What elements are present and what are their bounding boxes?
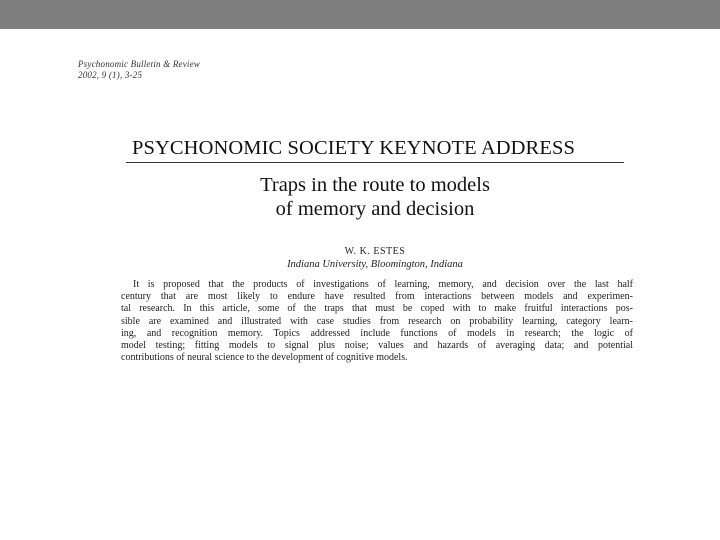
- author-name: W. K. ESTES: [344, 246, 406, 257]
- top-bar: [0, 0, 720, 29]
- heading-rule: [126, 162, 624, 163]
- paper-title: [126, 173, 624, 221]
- author-affiliation: Indiana University, Bloomington, Indiana: [287, 259, 463, 270]
- journal-info: [78, 59, 200, 81]
- title-line: of memory and decision: [275, 198, 475, 220]
- section-heading: PSYCHONOMIC SOCIETY KEYNOTE ADDRESS: [132, 137, 575, 159]
- journal-citation: 2002, 9 (1), 3-25: [78, 70, 143, 80]
- abstract-line: sible are examined and illustrated with case studies from research on probability learning, category learn-: [121, 315, 633, 327]
- abstract-line: model testing; fitting models to signal plus noise; values and hazards of averaging data; and potential: [121, 340, 633, 352]
- abstract-line: tal research. In this article, some of the traps that must be coped with to make fruitful interactions pos-: [121, 303, 633, 315]
- abstract-line: It is proposed that the products of investigations of learning, memory, and decision over the last half: [133, 279, 633, 290]
- abstract-line: century that are most likely to endure have resulted from interactions between models and experimen-: [121, 291, 633, 303]
- abstract-line: contributions of neural science to the development of cognitive models.: [121, 352, 408, 364]
- abstract: [121, 279, 633, 364]
- journal-name: Psychonomic Bulletin & Review: [78, 59, 201, 69]
- title-line: Traps in the route to models: [260, 174, 490, 196]
- abstract-line: ing, and recognition memory. Topics addressed include functions of models in research; the logic of: [121, 327, 633, 339]
